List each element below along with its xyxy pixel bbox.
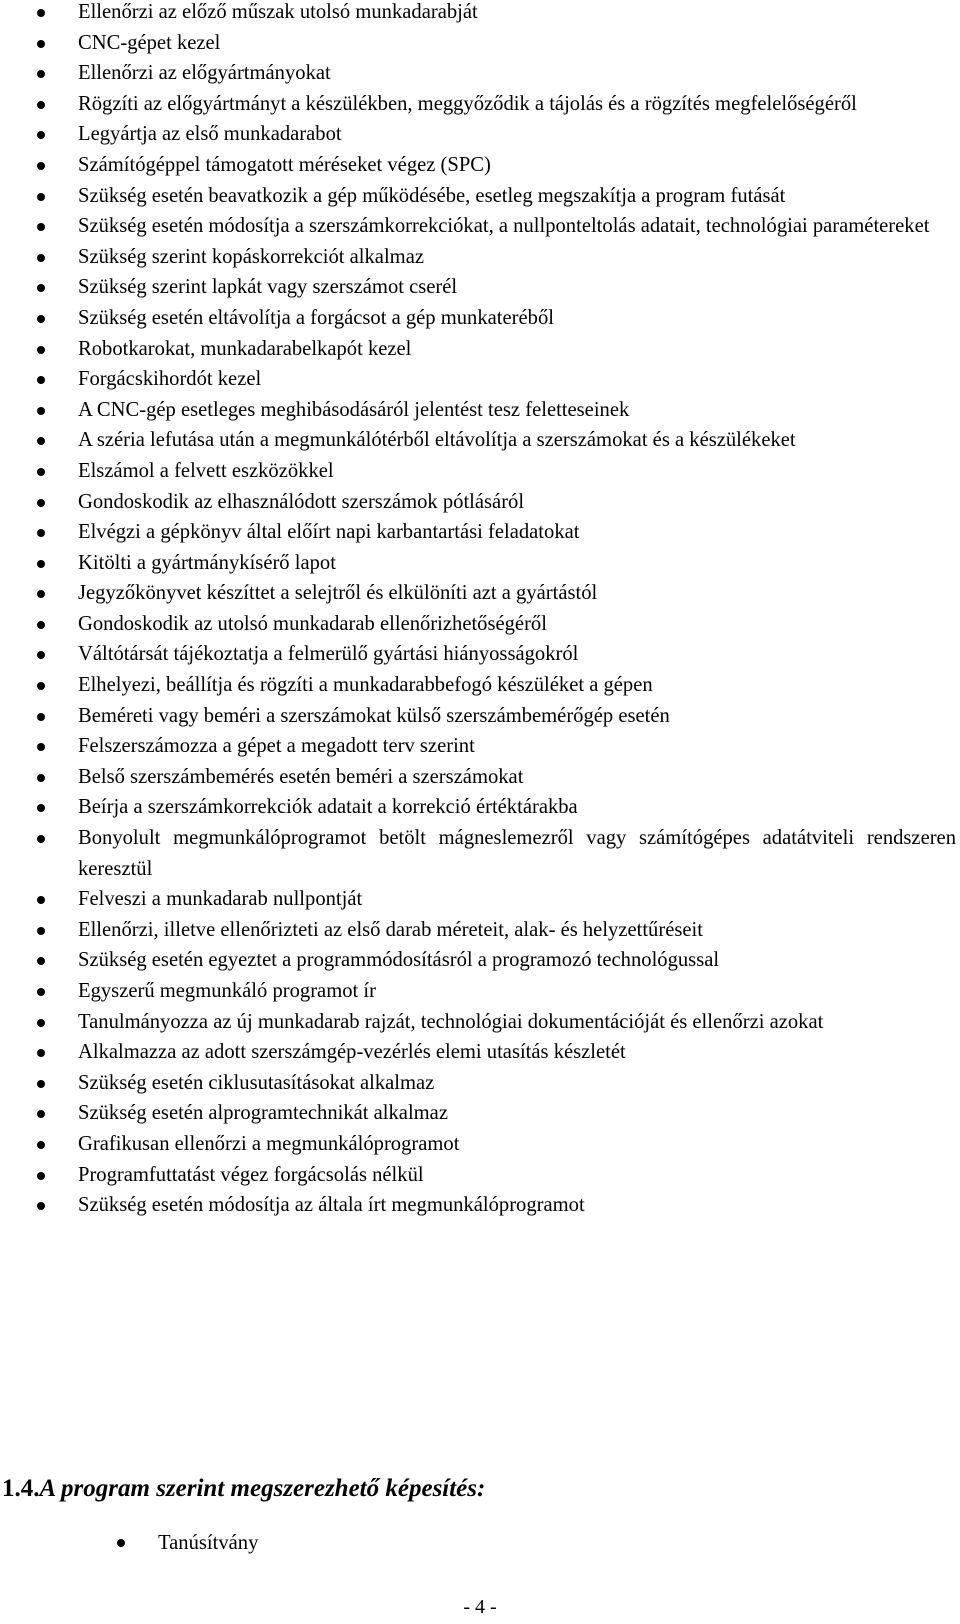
list-item [0, 28, 960, 59]
bullet-icon [37, 193, 45, 201]
list-item-text: Elvégzi a gépkönyv által előírt napi karbantartási feladatokat [78, 521, 580, 544]
bullet-icon [37, 927, 45, 935]
list-item [0, 1037, 960, 1068]
bullet-icon [37, 896, 45, 904]
bullet-icon [37, 1019, 45, 1027]
section-heading [2, 1474, 485, 1504]
bullet-icon [37, 590, 45, 598]
bullet-icon [37, 9, 45, 17]
bullet-icon [37, 40, 45, 48]
list-item-text: Rögzíti az előgyártmányt a készülékben, meggyőződik a tájolás és a rögzítés megfelelőségéről [78, 92, 857, 115]
bullet-icon [37, 468, 45, 476]
list-item [0, 0, 960, 28]
list-item [0, 150, 960, 181]
list-item [0, 425, 960, 456]
list-item-text: Szükség esetén egyeztet a programmódosításról a programozó technológussal [78, 949, 720, 972]
list-item [0, 1007, 960, 1038]
list-item-text: Beméreti vagy beméri a szerszámokat külső szerszámbemérőgép esetén [78, 704, 670, 727]
list-item-text: Grafikusan ellenőrzi a megmunkálóprogramot [78, 1132, 460, 1155]
bullet-icon [37, 713, 45, 721]
bullet-icon [37, 1202, 45, 1210]
list-item-text: Alkalmazza az adott szerszámgép-vezérlés elemi utasítás készletét [78, 1041, 626, 1064]
list-item [0, 701, 960, 732]
bullet-icon [37, 284, 45, 292]
list-item-text: Belső szerszámbemérés esetén beméri a szerszámokat [78, 765, 524, 788]
list-item-text: Tanúsítvány [158, 1532, 259, 1554]
bullet-icon [37, 1080, 45, 1088]
list-item-text: Szükség szerint kopáskorrekciót alkalmaz [78, 245, 424, 268]
list-item [0, 762, 960, 793]
bullet-icon [37, 223, 45, 231]
list-item-text: Gondoskodik az utolsó munkadarab ellenőrizhetőségéről [78, 612, 547, 635]
bullet-icon [37, 804, 45, 812]
bullet-icon [37, 835, 45, 843]
bullet-icon [37, 774, 45, 782]
bullet-icon [37, 162, 45, 170]
list-item [0, 945, 960, 976]
list-item-text: Ellenőrzi, illetve ellenőrizteti az első darab méreteit, alak- és helyzettűréseit [78, 918, 703, 941]
list-item [0, 1129, 960, 1160]
bullet-icon [117, 1539, 125, 1547]
list-item [0, 1098, 960, 1129]
bullet-icon [37, 621, 45, 629]
list-item [0, 211, 960, 242]
list-item-text: A CNC-gép esetleges meghibásodásáról jelentést tesz feletteseinek [78, 398, 630, 421]
list-item-text: Bonyolult megmunkálóprogramot betölt mágneslemezről vagy számítógépes adatátviteli rendszeren keresztül [78, 827, 956, 880]
list-item [0, 1068, 960, 1099]
bullet-icon [37, 682, 45, 690]
list-item [0, 89, 960, 120]
list-item [0, 517, 960, 548]
list-item-text: Legyártja az első munkadarabot [78, 123, 342, 146]
list-item-text: Elhelyezi, beállítja és rögzíti a munkadarabbefogó készüléket a gépen [78, 674, 653, 697]
list-item-text: Szükség esetén eltávolítja a forgácsot a gép munkateréből [78, 306, 554, 329]
list-item [0, 181, 960, 212]
section-number: 1.4. [2, 1475, 40, 1502]
list-item-text: Felszerszámozza a gépet a megadott terv szerint [78, 735, 475, 758]
bullet-icon [37, 346, 45, 354]
list-item [0, 639, 960, 670]
list-item [0, 58, 960, 89]
list-item-text: Robotkarokat, munkadarabelkapót kezel [78, 337, 412, 360]
bullet-icon [37, 560, 45, 568]
list-item-text: Felveszi a munkadarab nullpontját [78, 888, 363, 911]
list-item [0, 119, 960, 150]
list-item-text: A széria lefutása után a megmunkálótérből eltávolítja a szerszámokat és a készülékeket [78, 429, 796, 452]
bullet-icon [37, 988, 45, 996]
bullet-icon [37, 651, 45, 659]
bullet-icon [37, 315, 45, 323]
list-item-text: Szükség szerint lapkát vagy szerszámot cserél [78, 276, 458, 299]
bullet-icon [37, 1049, 45, 1057]
section-title: A program szerint megszerezhető képesítés: [39, 1475, 486, 1502]
bullet-icon [37, 1141, 45, 1149]
list-item [0, 1160, 960, 1191]
list-item-text: Szükség esetén módosítja az általa írt megmunkálóprogramot [78, 1194, 585, 1217]
list-item [0, 548, 960, 579]
bullet-icon [37, 101, 45, 109]
bullet-icon [37, 743, 45, 751]
bullet-icon [37, 499, 45, 507]
list-item [0, 364, 960, 395]
list-item [0, 487, 960, 518]
bullet-icon [37, 376, 45, 384]
list-item-text: Tanulmányozza az új munkadarab rajzát, technológiai dokumentációját és ellenőrzi azokat [78, 1010, 824, 1033]
list-item [0, 609, 960, 640]
list-item [0, 303, 960, 334]
list-item-text: Ellenőrzi az előgyártmányokat [78, 62, 331, 85]
bullet-icon [37, 70, 45, 78]
list-item [0, 578, 960, 609]
list-item-text: Jegyzőkönyvet készíttet a selejtről és elkülöníti azt a gyártástól [78, 582, 598, 605]
qualification-list [0, 1528, 960, 1558]
list-item-text: Szükség esetén beavatkozik a gép működésébe, esetleg megszakítja a program futását [78, 184, 786, 207]
list-item [0, 915, 960, 946]
bullet-icon [37, 437, 45, 445]
page-number: - 4 - [463, 1596, 497, 1618]
bullet-icon [37, 254, 45, 262]
bullet-icon [37, 1172, 45, 1180]
list-item [0, 792, 960, 823]
list-item [0, 272, 960, 303]
list-item-text: Váltótársát tájékoztatja a felmerülő gyártási hiányosságokról [78, 643, 579, 666]
bullet-icon [37, 131, 45, 139]
list-item [0, 456, 960, 487]
list-item [0, 1528, 960, 1558]
list-item-text: Szükség esetén módosítja a szerszámkorrekciókat, a nullponteltolás adatait, technológiai paramétereket [78, 215, 930, 238]
bullet-icon [37, 529, 45, 537]
list-item [0, 395, 960, 426]
list-item [0, 334, 960, 365]
list-item [0, 1190, 960, 1221]
list-item-text: Szükség esetén alprogramtechnikát alkalmaz [78, 1102, 448, 1125]
list-item [0, 884, 960, 915]
list-item [0, 731, 960, 762]
bullet-icon [37, 407, 45, 415]
bullet-icon [37, 957, 45, 965]
list-item-text: Gondoskodik az elhasználódott szerszámok pótlásáról [78, 490, 525, 513]
list-item [0, 670, 960, 701]
list-item-text: Kitölti a gyártmánykísérő lapot [78, 551, 336, 574]
list-item-text: Egyszerű megmunkáló programot ír [78, 980, 376, 1002]
list-item-text: Elszámol a felvett eszközökkel [78, 459, 334, 482]
list-item-text: Programfuttatást végez forgácsolás nélkül [78, 1163, 424, 1186]
list-item [0, 976, 960, 1007]
list-item [0, 823, 960, 884]
list-item-text: CNC-gépet kezel [78, 31, 221, 54]
bullet-icon [37, 1110, 45, 1118]
list-item-text: Számítógéppel támogatott méréseket végez (SPC) [78, 153, 491, 176]
list-item [0, 242, 960, 273]
list-item-text: Ellenőrzi az előző műszak utolsó munkadarabját [78, 1, 478, 23]
list-item-text: Forgácskihordót kezel [78, 368, 262, 391]
list-item-text: Beírja a szerszámkorrekciók adatait a korrekció értéktárakba [78, 796, 578, 819]
list-item-text: Szükség esetén ciklusutasításokat alkalmaz [78, 1071, 435, 1094]
